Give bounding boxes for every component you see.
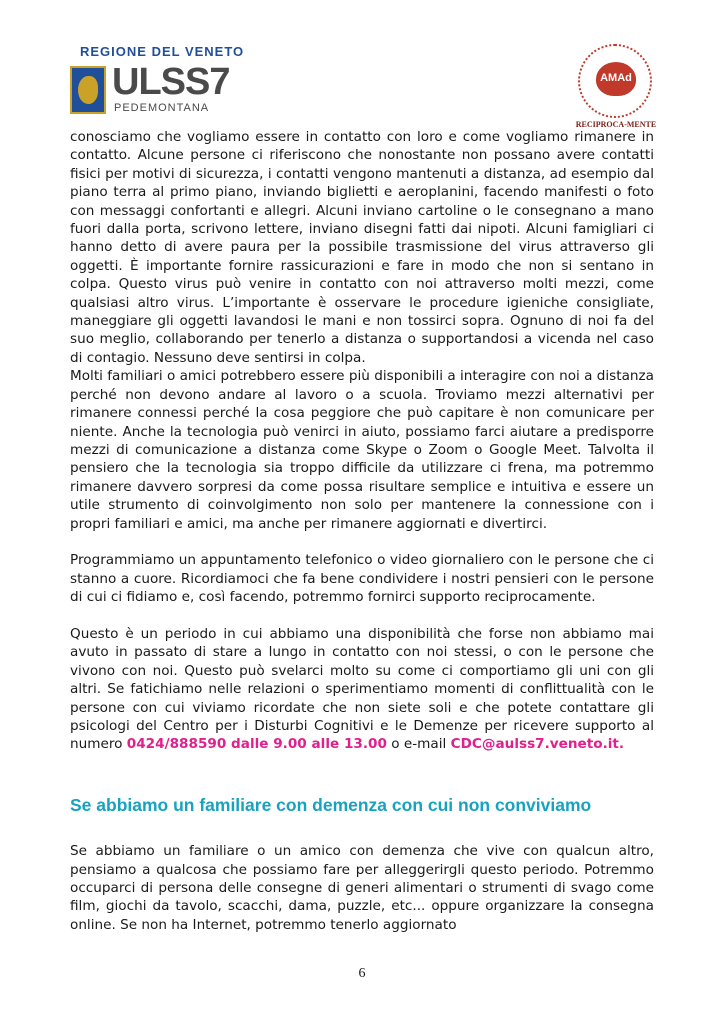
lion-mark [78,76,98,104]
page-number: 6 [358,966,366,981]
support-email: CDC@aulss7.veneto.it. [450,736,625,753]
logo-tagline: RECIPROCA-MENTE [575,120,657,129]
reciprocamente-logo [574,42,658,132]
document-body [70,128,654,934]
logo-abbreviation: AMAd [600,72,632,84]
ulss-name: ULSS7 [112,61,230,103]
section-title: Se abbiamo un familiare con demenza con cui non conviviamo [70,794,592,815]
support-text: Questo è un periodo in cui abbiamo una disponibilità che forse non abbiamo mai avuto in passato di stare a lungo in contatto con noi stessi, o con le persone che vivono con noi. Questo può svelarci molto su come ci comportiamo gli uni con gli altri. Se fatichiamo nelle relazioni o sperimentiamo momenti di conflittualità con le persone con cui viviamo ricordate che non siete soli e che potete contattare gli psicologi del Centro per i Disturbi Cognitivi e le Demenze per ricevere supporto al numero [70,625,654,753]
ulss-subtitle: PEDEMONTANA [114,102,210,114]
support-phone: 0424/888590 dalle 9.00 alle 13.00 [126,736,387,753]
paragraph-relative-dementia: Se abbiamo un familiare o un amico con demenza che vive con qualcun altro, pensiamo a qualcosa che possiamo fare per alleggerirgli questo periodo. Potremmo occuparci di persona delle consegne di generi alimentari o strumenti di svago come film, giochi da tavolo, scacchi, dama, puzzle, etc... oppure organizzare la consegna online. Se non ha Internet, potremmo tenerlo aggiornato [70,843,654,933]
paragraph-contacts: conosciamo che vogliamo essere in contatto con loro e come vogliamo rimanere in contatto. Alcune persone ci riferiscono che nonostante non possano avere contatti fisici per motivi di sicurezza, i contatti vengono mantenuti a distanza, ad esempio dal piano terra al primo piano, inviando biglietti e aeroplanini, facendo manifesti o foto con messaggi confortanti e allegri. Alcuni inviano cartoline o le consegnano a mano fuori dalla porta, scrivono lettere, inviano disegni fatti dai nipoti. Alcuni famigliari ci hanno detto di avere paura per la possibile trasmissione del virus attraverso gli oggetti. È importante fornire rassicurazioni e fare in modo che non si sentano in colpa. Questo virus può venire in contatto con noi attraverso molti mezzi, come qualsiasi altro virus. L’importante è osservare le procedure igieniche consigliate, maneggiare gli oggetti lavandosi le mani e non tossirci sopra. Ognuno di noi fa del suo meglio, collaborando per tenerlo a distanza o supportandosi a vicenda nel caso di contagio. Nessuno deve sentirsi in colpa. [70,129,654,366]
ulss7-logo [70,44,245,124]
page-header [0,0,724,132]
support-mid: o e-mail [386,736,451,753]
lion-crest-icon [70,66,106,114]
paragraph-support [70,625,654,754]
paragraph-technology: Molti familiari o amici potrebbero essere più disponibili a interagire con noi a distanza perché non devono andare al lavoro o a scuola. Troviamo mezzi alternativi per rimanere connessi perché la cosa peggiore che può capitare è non comunicare per niente. Anche la tecnologia può venirci in aiuto, possiamo farci aiutare a predisporre mezzi di comunicazione a distanza come Skype o Zoom o Google Meet. Talvolta il pensiero che la tecnologia sia troppo difficile da utilizzare ci frena, ma potremmo rimanere davvero sorpresi da come possa risultare semplice e intuitiva e essere un utile strumento di coinvolgimento non solo per mantenere la connessione con i propri familiari e amici, ma anche per rimanere aggiornati e divertirci. [70,368,654,532]
region-name: REGIONE DEL VENETO [80,44,245,59]
paragraph-appointment: Programmiamo un appuntamento telefonico o video giornaliero con le persone che ci stanno a cuore. Ricordiamoci che fa bene condividere i nostri pensieri con le persone di cui ci fidiamo e, così facendo, potremmo fornirci supporto reciprocamente. [70,552,654,606]
